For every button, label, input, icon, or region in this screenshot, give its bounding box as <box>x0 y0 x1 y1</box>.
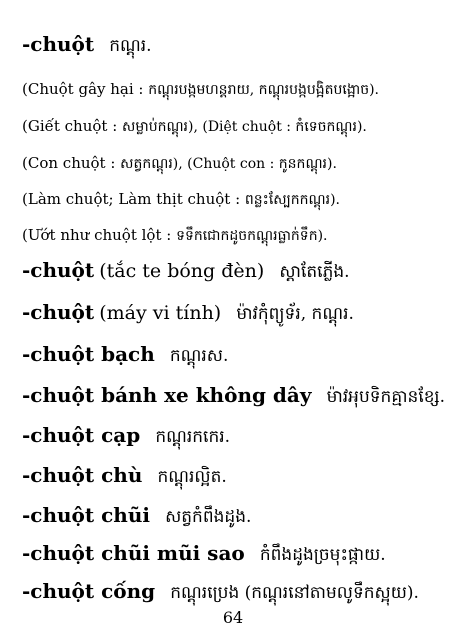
example-khmer: ទទឹកជោកដូចកណ្ដុរធ្លាក់ទឹក). <box>176 228 328 244</box>
example-line <box>22 117 460 138</box>
entry-chuot-chu <box>22 463 460 491</box>
example-line <box>22 190 460 211</box>
entry-chuot-cong <box>22 579 460 607</box>
example-khmer: សត្វកណ្ដុរ), (Chuột con : កូនកណ្ដុរ). <box>120 156 337 172</box>
entry-headword: -chuột <box>22 258 95 282</box>
example-vietnamese: (Làm chuột; Làm thịt chuột : <box>22 190 245 208</box>
entry-headword: -chuột cống <box>22 579 156 603</box>
page-number: 64 <box>222 608 244 627</box>
example-khmer: សម្លាប់កណ្ដុរ), (Diệt chuột : កំទេចកណ្ដុរ). <box>122 119 367 135</box>
entry-translation: កណ្ដុរស. <box>169 346 229 366</box>
example-vietnamese: (Chuột gây hại : <box>22 80 149 98</box>
entry-headword: -chuột bạch <box>22 342 155 366</box>
entry-qualifier: (tắc te bóng đèn) <box>99 260 265 282</box>
entry-headword: -chuột bánh xe không dây <box>22 383 312 407</box>
entry-translation: កណ្ដុរល្អិត. <box>157 467 227 487</box>
example-khmer: កណ្ដុរបង្កមហន្តរាយ, កណ្ដុរបង្កបង្អិតបង្អោច). <box>148 82 379 98</box>
entry-qualifier: (máy vi tính) <box>99 302 222 324</box>
entry-translation: ស្ដាតែភ្លើង. <box>279 262 350 282</box>
example-vietnamese: (Con chuột : <box>22 154 121 172</box>
example-line <box>22 226 460 247</box>
example-line <box>22 80 460 101</box>
entry-chuot-banh-xe <box>22 383 460 411</box>
example-vietnamese: (Ướt như chuột lột : <box>22 226 177 244</box>
entry-chuot-bach <box>22 342 460 370</box>
entry-translation: កណ្ដុរប្រេង (កណ្ដុរនៅតាមលូទឹកស្អុយ). <box>170 583 419 603</box>
entry-headword: -chuột cạp <box>22 423 141 447</box>
entry-translation: កណ្ដុរ. <box>109 36 152 56</box>
example-vietnamese: (Giết chuột : <box>22 117 123 135</box>
entry-chuot <box>22 32 460 60</box>
entry-translation: កំពឹងដូងច្រមុះផ្កាយ. <box>259 545 386 565</box>
example-line <box>22 154 460 175</box>
entry-chuot-chui <box>22 503 460 531</box>
entry-translation: កណ្ដុរកកេរ. <box>155 427 231 447</box>
entry-translation: ម៉ាវកុំព្យូទ័រ, កណ្ដុរ. <box>236 304 354 324</box>
entry-headword: -chuột chũi mũi sao <box>22 541 245 565</box>
entry-translation: សត្វកំពឹងដូង. <box>165 507 252 527</box>
entry-translation: ម៉ាវអុបទិកគ្មានខ្សែ. <box>326 387 445 407</box>
entry-chuot-chui-mui-sao <box>22 541 460 569</box>
entry-headword: -chuột chũi <box>22 503 150 527</box>
entry-chuot-cap <box>22 423 460 451</box>
entry-headword: -chuột <box>22 32 95 56</box>
entry-headword: -chuột chù <box>22 463 143 487</box>
entry-chuot-may-vi-tinh <box>22 300 460 328</box>
example-khmer: ពន្លះស្បែកកណ្ដុរ). <box>244 192 340 208</box>
entry-headword: -chuột <box>22 300 95 324</box>
entry-chuot-tac-te <box>22 258 460 286</box>
